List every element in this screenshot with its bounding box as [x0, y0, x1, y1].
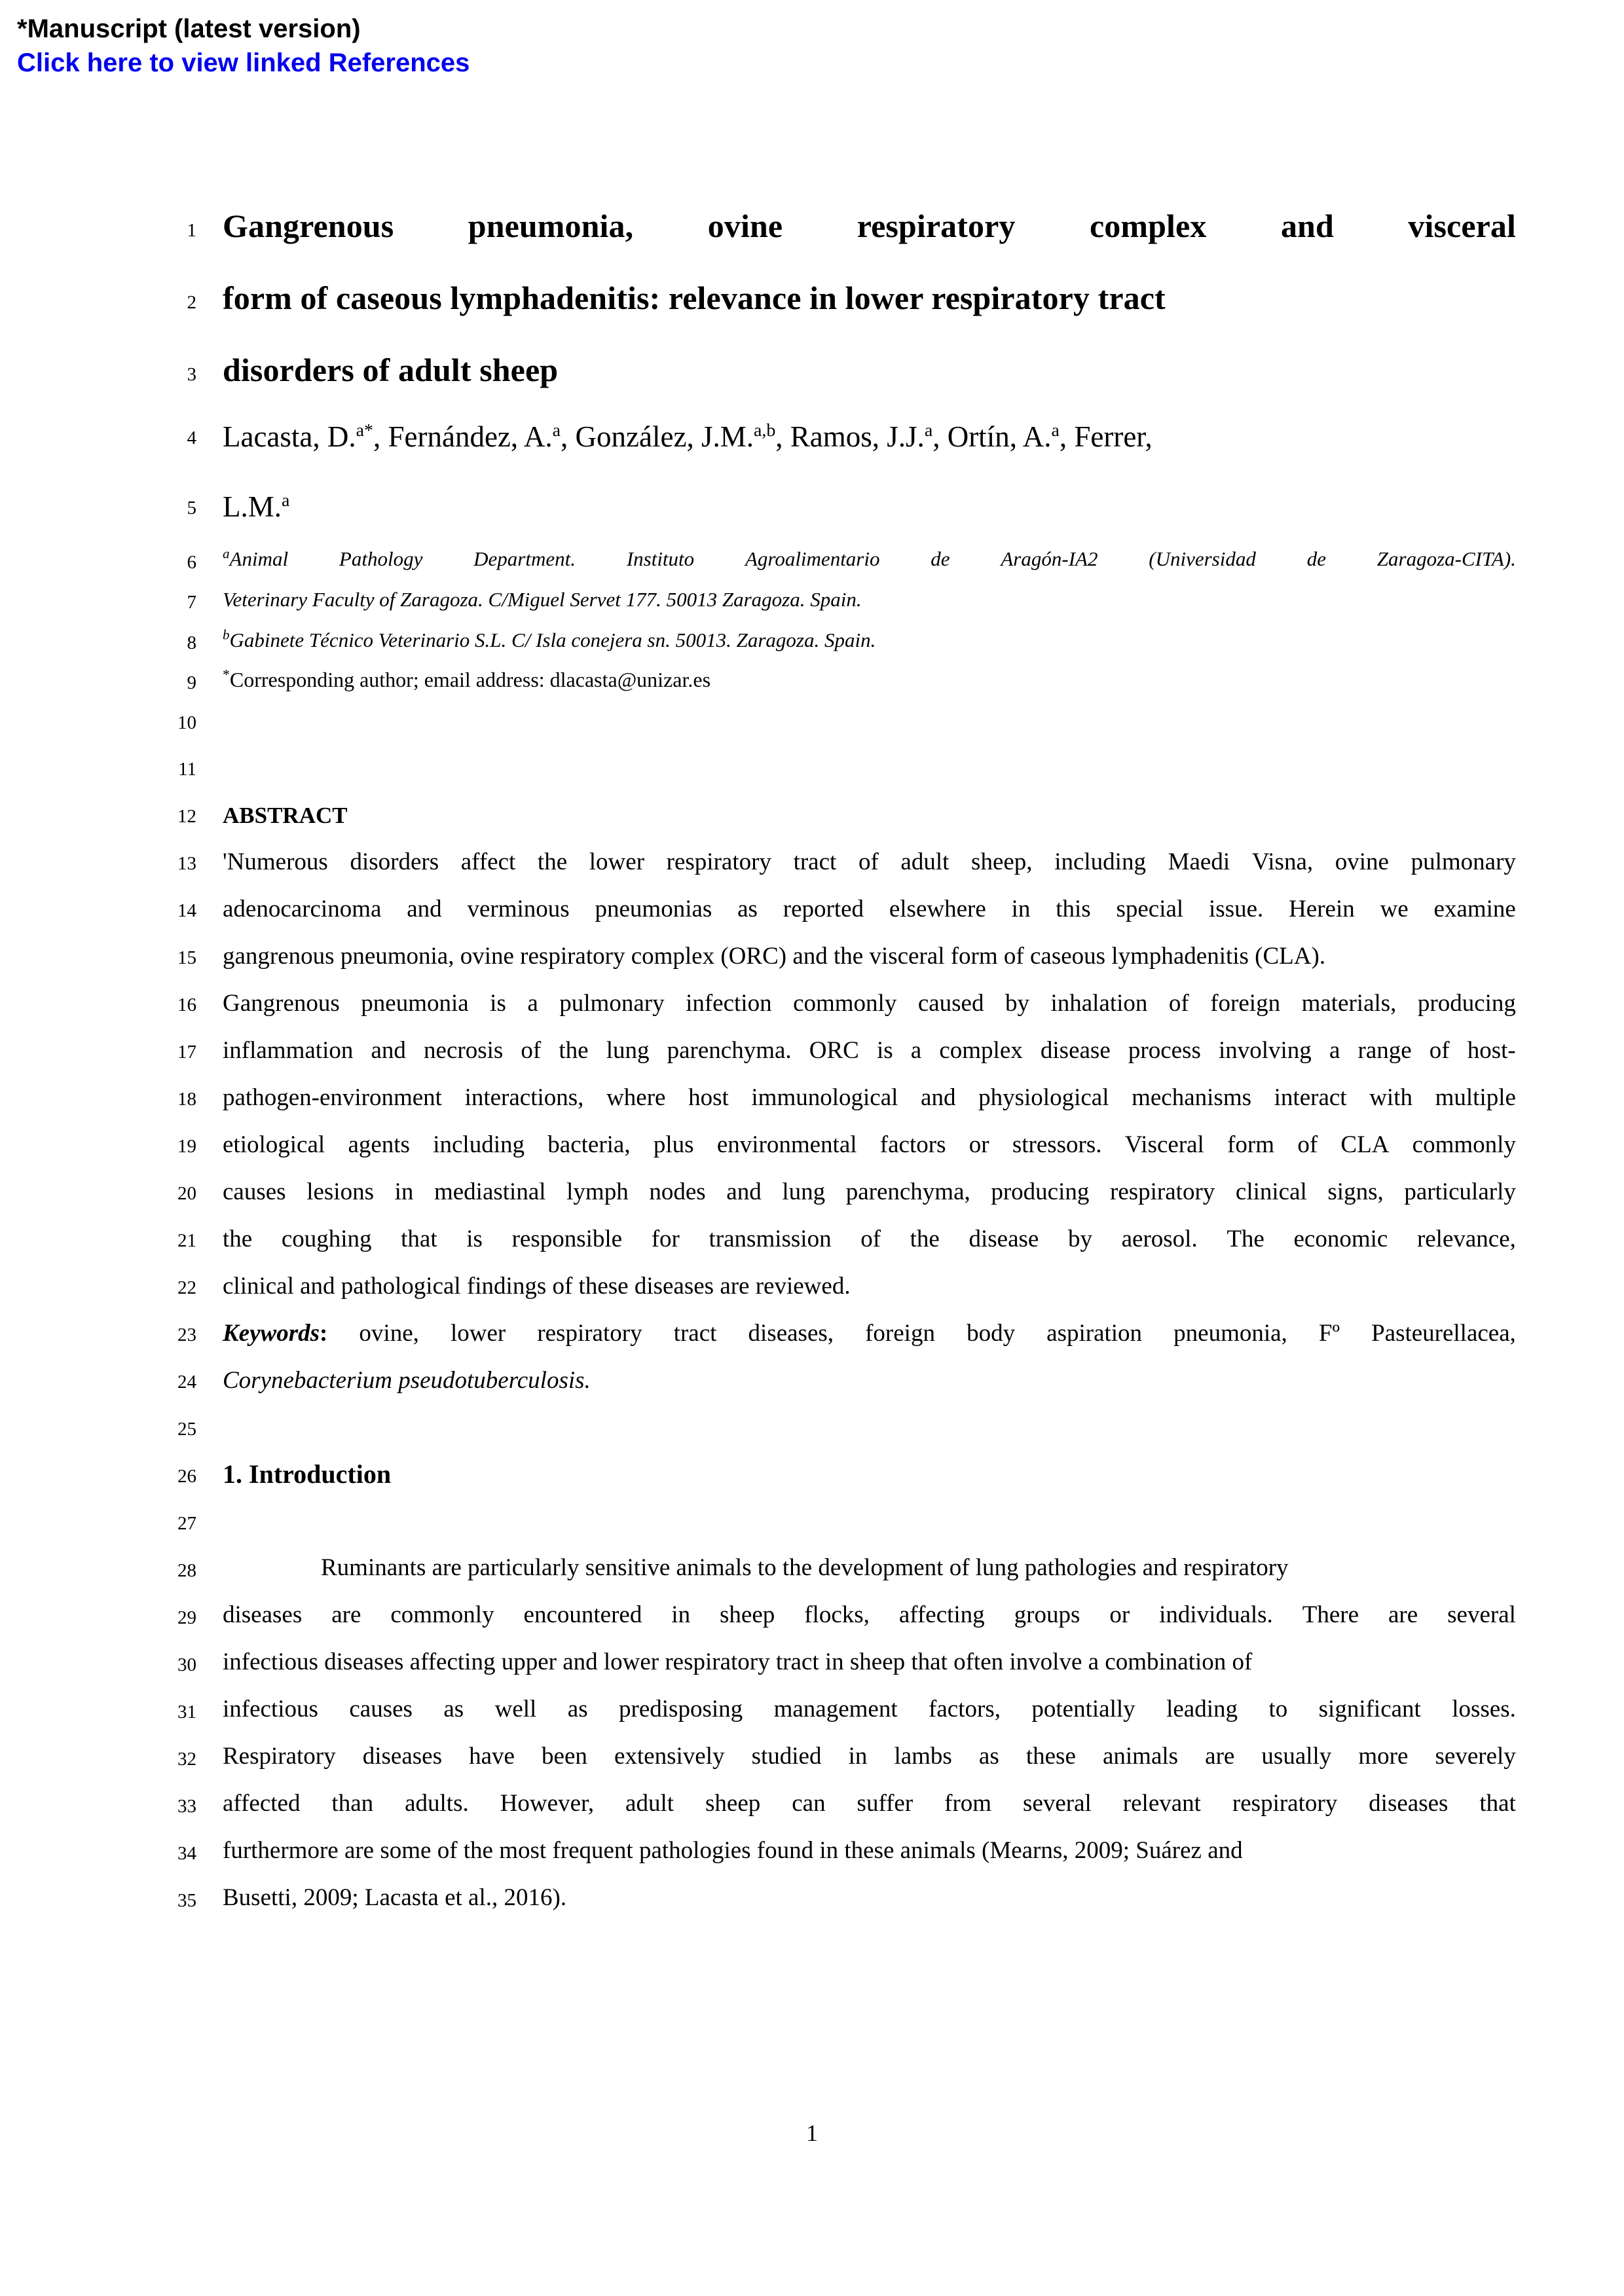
introduction-word: However,: [500, 1790, 595, 1817]
line-number: 15: [177, 947, 196, 968]
page-title-line-1: [223, 210, 1516, 242]
line-number-gutter: [0, 0, 216, 2296]
abstract-word: and: [726, 1178, 762, 1205]
introduction-line: Ruminants are particularly sensitive animals to the development of lung pathologies and respiratory: [321, 1554, 1289, 1581]
author-affiliation-marker: a: [924, 420, 933, 441]
abstract-word: producing: [991, 1178, 1090, 1205]
author-name: , Fernández, A.: [373, 420, 553, 453]
abstract-word: for: [651, 1226, 680, 1252]
abstract-word: interactions,: [464, 1084, 584, 1111]
abstract-word: a: [527, 990, 538, 1017]
abstract-word: host: [688, 1084, 729, 1111]
introduction-word: affected: [223, 1790, 301, 1817]
author-affiliation-marker: a: [1051, 420, 1060, 441]
abstract-word: of: [860, 1226, 881, 1252]
affiliation-word: de: [931, 547, 950, 570]
abstract-word: The: [1227, 1226, 1264, 1252]
abstract-word: Maedi: [1168, 848, 1230, 875]
abstract-word: infection: [686, 990, 772, 1017]
abstract-word: the: [537, 848, 568, 875]
introduction-word: several: [1023, 1790, 1092, 1817]
line-number: 30: [177, 1654, 196, 1675]
abstract-word: mechanisms: [1132, 1084, 1252, 1111]
abstract-word: the: [559, 1037, 589, 1064]
abstract-word: relevance,: [1416, 1226, 1516, 1252]
corresponding-author-note: [223, 666, 1516, 691]
abstract-word: we: [1380, 896, 1409, 922]
abstract-word: as: [737, 896, 758, 922]
affiliation-word: de: [1306, 547, 1326, 570]
abstract-word: signs,: [1327, 1178, 1384, 1205]
abstract-word: Gangrenous: [223, 990, 340, 1017]
abstract-word: foreign: [1210, 990, 1281, 1017]
abstract-word: and: [921, 1084, 956, 1111]
affiliation-word: Agroalimentario: [745, 547, 880, 570]
line-number: 10: [177, 712, 196, 733]
page-title-line-2: form of caseous lymphadenitis: relevance in lower respiratory tract: [223, 280, 1166, 316]
abstract-word: immunological: [751, 1084, 898, 1111]
affiliation-line-2: Veterinary Faculty of Zaragoza. C/Miguel Servet 177. 50013 Zaragoza. Spain.: [223, 588, 862, 611]
abstract-word: in: [394, 1178, 414, 1205]
line-number: 11: [178, 759, 196, 780]
abstract-word: caused: [917, 990, 984, 1017]
line-number: 9: [187, 672, 196, 693]
introduction-word: several: [1447, 1601, 1516, 1628]
line-number: 3: [187, 364, 196, 385]
abstract-word: respiratory: [1110, 1178, 1215, 1205]
author-list-line-2: [223, 492, 1516, 522]
abstract-word: lymph: [566, 1178, 629, 1205]
author-affiliation-marker: a: [282, 490, 290, 511]
abstract-word: particularly: [1404, 1178, 1516, 1205]
line-number: 22: [177, 1277, 196, 1298]
abstract-word: this: [1056, 896, 1091, 922]
introduction-word: respiratory: [1232, 1790, 1338, 1817]
line-number: 17: [177, 1042, 196, 1063]
introduction-word: these: [1025, 1743, 1076, 1770]
line-number: 21: [177, 1230, 196, 1251]
introduction-line: infectious diseases affecting upper and lower respiratory tract in sheep that often involve a combination of: [223, 1649, 1253, 1675]
keywords-species: Corynebacterium pseudotuberculosis.: [223, 1367, 591, 1394]
abstract-line: [223, 1180, 1516, 1204]
introduction-word: suffer: [857, 1790, 913, 1817]
abstract-word: ovine: [1335, 848, 1389, 875]
abstract-word: materials,: [1301, 990, 1397, 1017]
abstract-line: [223, 1227, 1516, 1251]
abstract-word: aerosol.: [1121, 1226, 1198, 1252]
keyword-word: lower: [450, 1320, 506, 1347]
abstract-word: producing: [1417, 990, 1516, 1017]
introduction-word: relevant: [1122, 1790, 1201, 1817]
abstract-word: stressors.: [1012, 1131, 1102, 1158]
line-number: 4: [187, 428, 196, 448]
line-number: 33: [177, 1796, 196, 1817]
introduction-word: lambs: [894, 1743, 952, 1770]
keywords-line-2: [223, 1368, 1516, 1393]
abstract-word: involving: [1218, 1037, 1312, 1064]
abstract-word: factors: [879, 1131, 946, 1158]
line-number: 18: [177, 1089, 196, 1110]
abstract-word: pulmonary: [1411, 848, 1516, 875]
affiliation-word: Animal: [229, 547, 289, 570]
abstract-word: of: [1297, 1131, 1318, 1158]
introduction-word: can: [792, 1790, 826, 1817]
line-number: 23: [177, 1324, 196, 1345]
abstract-line: gangrenous pneumonia, ovine respiratory complex (ORC) and the visceral form of caseous lymphadenitis (CLA).: [223, 943, 1326, 970]
affiliation-marker: b: [223, 627, 230, 643]
introduction-line: Busetti, 2009; Lacasta et al., 2016).: [223, 1884, 567, 1911]
abstract-word: respiratory: [666, 848, 771, 875]
introduction-word: than: [331, 1790, 374, 1817]
affiliation-word: Department.: [473, 547, 576, 570]
keyword-word: diseases,: [748, 1320, 834, 1347]
abstract-word: process: [1128, 1037, 1201, 1064]
introduction-line: [223, 1603, 1516, 1627]
page-title-line-3: disorders of adult sheep: [223, 352, 559, 388]
line-number: 26: [177, 1466, 196, 1487]
introduction-word: to: [1268, 1696, 1288, 1722]
abstract-word: inflammation: [223, 1037, 354, 1064]
abstract-word: examine: [1433, 896, 1516, 922]
abstract-word: disease: [969, 1226, 1039, 1252]
abstract-word: of: [1429, 1037, 1450, 1064]
introduction-word: in: [848, 1743, 868, 1770]
abstract-heading: ABSTRACT: [223, 803, 348, 828]
introduction-word: significant: [1318, 1696, 1421, 1722]
abstract-word: is: [466, 1226, 483, 1252]
affiliation-marker: a: [223, 545, 230, 562]
abstract-word: affect: [460, 848, 516, 875]
introduction-word: diseases: [223, 1601, 303, 1628]
line-number: 34: [177, 1843, 196, 1864]
introduction-word: well: [494, 1696, 537, 1722]
line-number: 19: [177, 1136, 196, 1157]
title-word: Gangrenous: [223, 208, 394, 244]
abstract-word: CLA: [1340, 1131, 1390, 1158]
introduction-word: predisposing: [619, 1696, 743, 1722]
abstract-word: parenchyma.: [667, 1037, 792, 1064]
abstract-word: commonly: [793, 990, 897, 1017]
abstract-word: responsible: [511, 1226, 623, 1252]
manuscript-label: *Manuscript (latest version): [17, 14, 361, 43]
introduction-word: diseases: [362, 1743, 442, 1770]
introduction-word: commonly: [390, 1601, 494, 1628]
introduction-word: or: [1109, 1601, 1130, 1628]
abstract-word: disorders: [350, 848, 439, 875]
abstract-word: pathogen-environment: [223, 1084, 442, 1111]
introduction-word: affecting: [898, 1601, 985, 1628]
keyword-word: foreign: [865, 1320, 935, 1347]
line-number: 24: [177, 1372, 196, 1393]
abstract-word: special: [1116, 896, 1184, 922]
author-name: L.M.: [223, 490, 282, 523]
abstract-word: including: [433, 1131, 525, 1158]
introduction-word: have: [469, 1743, 515, 1770]
abstract-word: form: [1227, 1131, 1275, 1158]
author-name: , Ferrer,: [1059, 420, 1153, 453]
abstract-word: coughing: [281, 1226, 372, 1252]
line-number: 29: [177, 1607, 196, 1628]
introduction-word: encountered: [523, 1601, 642, 1628]
abstract-line: [223, 850, 1516, 874]
introduction-word: individuals.: [1159, 1601, 1273, 1628]
introduction-word: are: [1388, 1601, 1418, 1628]
affiliation-word: (Universidad: [1149, 547, 1256, 570]
abstract-word: range: [1357, 1037, 1412, 1064]
keyword-word: pneumonia,: [1173, 1320, 1287, 1347]
title-word: respiratory: [857, 208, 1016, 244]
abstract-word: elsewhere: [889, 896, 986, 922]
abstract-word: etiological: [223, 1131, 325, 1158]
line-number: 27: [177, 1513, 196, 1534]
title-word: complex: [1089, 208, 1207, 244]
author-list-line-1: [223, 422, 1516, 452]
abstract-word: nodes: [649, 1178, 706, 1205]
abstract-line: [223, 991, 1516, 1015]
abstract-word: pneumonias: [595, 896, 712, 922]
abstract-word: causes: [223, 1178, 286, 1205]
line-number: 6: [187, 552, 196, 573]
introduction-line: furthermore are some of the most frequent pathologies found in these animals (Mearns, 2009; Suárez and: [223, 1837, 1243, 1864]
abstract-word: mediastinal: [434, 1178, 546, 1205]
abstract-word: where: [606, 1084, 666, 1111]
introduction-word: extensively: [614, 1743, 725, 1770]
abstract-word: the: [910, 1226, 940, 1252]
introduction-word: diseases: [1369, 1790, 1449, 1817]
introduction-word: sheep: [705, 1790, 761, 1817]
introduction-word: groups: [1014, 1601, 1080, 1628]
abstract-line: clinical and pathological findings of these diseases are reviewed.: [223, 1273, 851, 1300]
keyword-word: respiratory: [537, 1320, 642, 1347]
abstract-line: [223, 1133, 1516, 1157]
abstract-word: physiological: [978, 1084, 1109, 1111]
line-number: 12: [177, 806, 196, 827]
page-number: 1: [806, 2120, 818, 2146]
abstract-word: clinical: [1235, 1178, 1307, 1205]
introduction-word: more: [1358, 1743, 1409, 1770]
keywords-label: Keywords: [223, 1320, 320, 1347]
abstract-word: inhalation: [1050, 990, 1148, 1017]
abstract-word: the: [223, 1226, 253, 1252]
abstract-word: that: [401, 1226, 437, 1252]
abstract-word: of: [521, 1037, 542, 1064]
affiliation-line-3: [223, 627, 1516, 651]
abstract-word: adult: [900, 848, 950, 875]
introduction-word: management: [773, 1696, 898, 1722]
abstract-word: including: [1054, 848, 1146, 875]
line-number: 2: [187, 292, 196, 313]
author-affiliation-marker: a,b: [753, 420, 776, 441]
affiliation-line-1: [223, 545, 1516, 570]
abstract-line: [223, 897, 1516, 921]
abstract-word: of: [858, 848, 879, 875]
abstract-word: Herein: [1289, 896, 1355, 922]
keyword-word: Fº: [1318, 1320, 1340, 1347]
abstract-word: a: [1329, 1037, 1340, 1064]
abstract-word: lung: [782, 1178, 826, 1205]
abstract-word: parenchyma,: [845, 1178, 970, 1205]
abstract-word: is: [490, 990, 506, 1017]
abstract-word: issue.: [1209, 896, 1264, 922]
abstract-word: sheep,: [971, 848, 1033, 875]
line-number: 31: [177, 1702, 196, 1722]
abstract-word: by: [1067, 1226, 1092, 1252]
line-number: 8: [187, 632, 196, 653]
abstract-word: by: [1005, 990, 1029, 1017]
abstract-word: Visna,: [1251, 848, 1314, 875]
introduction-word: losses.: [1452, 1696, 1516, 1722]
abstract-line: [223, 1085, 1516, 1110]
line-number: 16: [177, 994, 196, 1015]
abstract-word: lesions: [306, 1178, 374, 1205]
line-number: 5: [187, 498, 196, 519]
abstract-word: economic: [1293, 1226, 1388, 1252]
corresponding-marker: *: [223, 666, 230, 683]
title-word: ovine: [707, 208, 783, 244]
introduction-word: There: [1302, 1601, 1359, 1628]
affiliation-word: Zaragoza-CITA).: [1376, 547, 1516, 570]
abstract-word: with: [1369, 1084, 1412, 1111]
abstract-word: transmission: [709, 1226, 832, 1252]
abstract-word: ORC: [809, 1037, 859, 1064]
line-number: 14: [177, 900, 196, 921]
abstract-word: complex: [939, 1037, 1023, 1064]
abstract-word: in: [1011, 896, 1031, 922]
keyword-word: body: [967, 1320, 1016, 1347]
author-name: , González, J.M.: [561, 420, 754, 453]
linked-references-link[interactable]: Click here to view linked References: [17, 48, 470, 77]
line-number: 20: [177, 1183, 196, 1204]
abstract-word: disease: [1040, 1037, 1111, 1064]
abstract-word: verminous: [467, 896, 570, 922]
abstract-word: 'Numerous: [223, 848, 328, 875]
line-number: 35: [177, 1890, 196, 1911]
abstract-word: pulmonary: [559, 990, 665, 1017]
abstract-word: host-: [1467, 1037, 1516, 1064]
introduction-word: adults.: [405, 1790, 469, 1817]
introduction-word: potentially: [1031, 1696, 1135, 1722]
keywords-line-1: [223, 1321, 1516, 1345]
author-name: , Ortín, A.: [932, 420, 1052, 453]
keyword-word: Pasteurellacea,: [1371, 1320, 1516, 1347]
abstract-word: environmental: [716, 1131, 857, 1158]
introduction-line: [223, 1791, 1516, 1815]
author-name: , Ramos, J.J.: [775, 420, 925, 453]
abstract-word: pneumonia: [361, 990, 469, 1017]
introduction-word: factors,: [929, 1696, 1001, 1722]
affiliation-word: Instituto: [626, 547, 695, 570]
introduction-word: leading: [1166, 1696, 1238, 1722]
line-number: 25: [177, 1419, 196, 1440]
abstract-word: and: [371, 1037, 406, 1064]
introduction-word: as: [443, 1696, 464, 1722]
abstract-word: Visceral: [1124, 1131, 1204, 1158]
author-affiliation-marker: a*: [356, 420, 373, 441]
abstract-word: and: [407, 896, 442, 922]
introduction-word: are: [1205, 1743, 1235, 1770]
title-word: visceral: [1408, 208, 1516, 244]
abstract-word: lung: [606, 1037, 650, 1064]
affiliation-word: Aragón-IA2: [1001, 547, 1098, 570]
abstract-word: is: [876, 1037, 893, 1064]
introduction-word: that: [1479, 1790, 1516, 1817]
introduction-word: flocks,: [804, 1601, 870, 1628]
abstract-word: commonly: [1412, 1131, 1516, 1158]
introduction-word: animals: [1102, 1743, 1179, 1770]
corresponding-text: Corresponding author; email address: dlacasta@unizar.es: [229, 668, 711, 691]
abstract-word: bacteria,: [547, 1131, 631, 1158]
affiliation-text: Gabinete Técnico Veterinario S.L. C/ Isla conejera sn. 50013. Zaragoza. Spain.: [229, 629, 876, 651]
line-number: 1: [187, 220, 196, 241]
introduction-word: causes: [349, 1696, 413, 1722]
introduction-word: as: [978, 1743, 999, 1770]
title-word: and: [1280, 208, 1334, 244]
keyword-word: tract: [673, 1320, 717, 1347]
section-heading-introduction: 1. Introduction: [223, 1459, 392, 1489]
introduction-word: infectious: [223, 1696, 318, 1722]
abstract-word: of: [1168, 990, 1189, 1017]
introduction-word: adult: [625, 1790, 674, 1817]
abstract-word: interact: [1274, 1084, 1347, 1111]
abstract-word: agents: [348, 1131, 410, 1158]
introduction-word: as: [567, 1696, 588, 1722]
introduction-word: severely: [1435, 1743, 1516, 1770]
keyword-word: ovine,: [359, 1320, 419, 1347]
affiliation-word: Pathology: [339, 547, 423, 570]
author-name: Lacasta, D.: [223, 420, 356, 453]
keywords-colon: :: [320, 1320, 328, 1347]
abstract-line: [223, 1038, 1516, 1063]
introduction-line: [223, 1744, 1516, 1768]
abstract-word: reported: [783, 896, 864, 922]
line-number: 28: [177, 1560, 196, 1581]
abstract-word: necrosis: [424, 1037, 504, 1064]
abstract-word: a: [910, 1037, 922, 1064]
introduction-word: are: [331, 1601, 361, 1628]
line-number: 13: [177, 853, 196, 874]
introduction-line: [223, 1697, 1516, 1721]
introduction-word: in: [671, 1601, 691, 1628]
title-word: pneumonia,: [468, 208, 634, 244]
abstract-word: tract: [793, 848, 837, 875]
introduction-word: Respiratory: [223, 1743, 336, 1770]
introduction-word: been: [542, 1743, 587, 1770]
keyword-word: aspiration: [1046, 1320, 1143, 1347]
introduction-word: from: [944, 1790, 992, 1817]
abstract-word: lower: [589, 848, 645, 875]
abstract-word: or: [969, 1131, 989, 1158]
abstract-word: adenocarcinoma: [223, 896, 382, 922]
author-affiliation-marker: a: [552, 420, 561, 441]
introduction-word: usually: [1261, 1743, 1332, 1770]
introduction-word: sheep: [720, 1601, 775, 1628]
introduction-word: studied: [751, 1743, 822, 1770]
line-number: 32: [177, 1749, 196, 1770]
abstract-word: plus: [653, 1131, 694, 1158]
line-number: 7: [187, 592, 196, 613]
abstract-word: multiple: [1435, 1084, 1516, 1111]
